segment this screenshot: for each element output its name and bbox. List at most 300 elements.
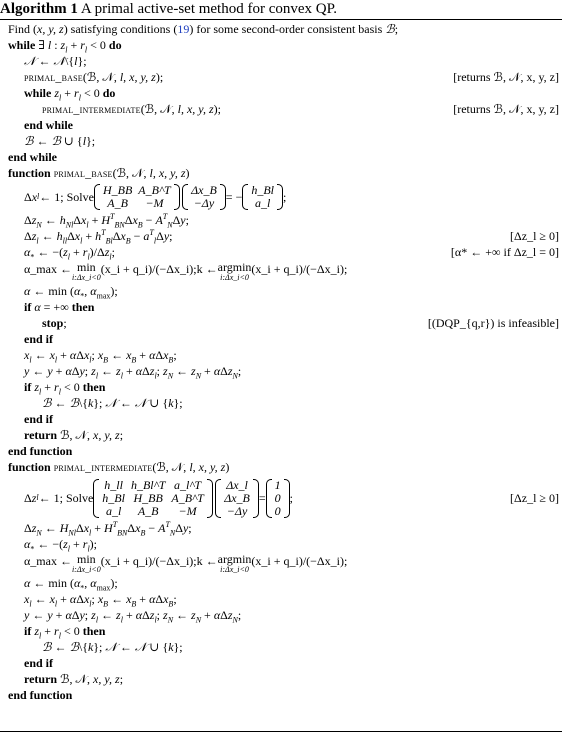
math-text: l, x, y, z — [119, 70, 156, 84]
math-text: + — [69, 537, 83, 551]
algorithm-line — [0, 150, 562, 165]
algorithm-line — [0, 444, 562, 459]
math-text: ; — [237, 364, 242, 378]
math-text: < 0 — [80, 86, 103, 100]
algorithm-line — [0, 576, 562, 591]
algorithm-line — [0, 521, 562, 536]
keyword: then — [82, 380, 106, 394]
line-code — [42, 640, 183, 654]
math-text: x — [135, 521, 141, 535]
math-text: Δ — [67, 229, 75, 243]
line-code — [8, 460, 229, 474]
keyword: return — [24, 428, 58, 442]
math-text: ← min — [30, 284, 70, 298]
math-text: α — [34, 300, 41, 314]
math-text: (ℬ, 𝒩, — [82, 70, 120, 84]
math-text: ← — [41, 213, 60, 227]
line-code — [24, 245, 115, 262]
algorithm-line — [0, 396, 562, 411]
math-text: l — [29, 599, 32, 609]
algorithm-line — [0, 70, 562, 85]
keyword: function — [8, 166, 51, 180]
math-text: l — [153, 236, 157, 246]
matrix-entry: a_l — [105, 503, 122, 518]
math-text: l — [29, 355, 32, 365]
math-text: ← — [33, 134, 52, 148]
math-text: max — [96, 291, 111, 301]
math-text: T — [110, 212, 115, 221]
math-text: l — [89, 355, 92, 365]
argmin-expr — [196, 260, 348, 282]
math-text: < 0 — [60, 380, 83, 394]
math-text: ← — [38, 229, 57, 243]
math-text: z — [227, 608, 233, 622]
math-text: α — [24, 245, 31, 259]
math-text: y — [24, 364, 30, 378]
math-text: max — [96, 583, 111, 593]
math-text: ← — [31, 592, 50, 606]
math-text: α — [69, 348, 77, 362]
math-text: (ℬ, 𝒩, — [140, 102, 178, 116]
matrix-entry: h_Bl — [102, 490, 125, 505]
math-text: Δ — [71, 364, 80, 378]
math-text: α — [24, 284, 31, 298]
algorithm-line — [0, 672, 562, 687]
math-text: }; — [173, 396, 183, 410]
math-text: \{ — [65, 54, 75, 68]
line-code — [24, 332, 53, 346]
math-text: x, y, z — [37, 22, 64, 36]
math-text: x — [83, 348, 90, 362]
line-code — [42, 396, 183, 410]
math-text: ; — [111, 245, 115, 259]
math-text: Δ — [124, 213, 133, 227]
math-text: B — [103, 599, 109, 609]
math-text: B — [103, 355, 109, 365]
math-text: * — [80, 291, 85, 301]
math-text: \{ — [78, 396, 88, 410]
math-text: ) — [225, 460, 230, 474]
math-text: B — [125, 236, 131, 246]
keyword: end function — [8, 444, 73, 458]
math-text: ; — [91, 348, 98, 362]
algorithm-line — [0, 284, 562, 299]
math-text: ; — [185, 213, 189, 227]
keyword: while — [24, 86, 52, 100]
math-text: ℬ — [24, 134, 34, 148]
math-text: z — [191, 364, 196, 378]
math-text: k — [168, 396, 174, 410]
math-text: z — [227, 364, 233, 378]
line-code — [24, 212, 189, 230]
math-text: l, x, y, z — [149, 166, 186, 180]
math-text: + — [67, 38, 81, 52]
keyword: then — [71, 300, 95, 314]
math-text: z — [31, 213, 37, 227]
math-text: z — [63, 537, 68, 551]
math-text: l — [74, 54, 78, 68]
line-code — [24, 428, 123, 442]
math-text: ← — [41, 521, 60, 535]
math-text: l — [58, 631, 61, 641]
math-text: l — [47, 38, 52, 52]
math-text: ← — [116, 640, 135, 654]
math-text: x — [49, 348, 55, 362]
math-text: A — [158, 521, 166, 535]
matrix-entry: h_Bl — [251, 183, 275, 197]
keyword: end function — [8, 688, 73, 702]
math-text: l — [67, 544, 70, 554]
math-text: Δ — [172, 213, 181, 227]
math-text: z — [91, 608, 96, 622]
math-text: k ← — [196, 262, 218, 277]
math-text: BN — [117, 528, 128, 538]
math-text: }; — [77, 54, 87, 68]
math-text: l — [154, 371, 157, 381]
math-text: ; — [84, 608, 92, 622]
math-text: h — [59, 213, 66, 227]
math-text: = +∞ — [40, 300, 72, 314]
math-text: y — [47, 608, 53, 622]
keyword: if — [24, 300, 32, 314]
math-text: T — [165, 520, 170, 529]
math-text: l — [39, 631, 42, 641]
math-text: N — [167, 220, 173, 230]
math-text: l — [120, 615, 123, 625]
math-text: Δ — [155, 592, 164, 606]
math-text: H — [101, 213, 111, 227]
math-text: + — [201, 364, 214, 378]
math-text: Nl — [68, 528, 76, 538]
line-code — [24, 284, 118, 301]
math-text: ; — [169, 229, 173, 243]
math-text: + — [201, 608, 214, 622]
math-text: l — [65, 45, 68, 55]
keyword: then — [82, 624, 106, 638]
math-text: ℬ, 𝒩, — [57, 428, 94, 442]
math-text: z — [116, 364, 121, 378]
math-text: Δ — [76, 348, 84, 362]
math-text: + — [122, 364, 136, 378]
matrix-entry: 1 — [274, 477, 281, 492]
algorithm-line — [0, 213, 562, 228]
line-code — [8, 150, 57, 164]
min-subscript: i:Δx_i<0 — [71, 565, 101, 574]
math-text: − — [130, 229, 144, 243]
math-text: + — [69, 245, 83, 259]
math-text: z — [31, 491, 37, 505]
math-text: z — [34, 624, 40, 638]
math-text: ); — [89, 537, 98, 551]
algorithm-line — [0, 656, 562, 671]
math-text: Δ — [142, 364, 150, 378]
top-rule — [0, 19, 562, 20]
matrix-entry: A_B — [107, 196, 128, 210]
algorithm-line — [0, 134, 562, 149]
math-text: − — [142, 213, 156, 227]
math-text: ∪ { — [146, 640, 169, 654]
math-text: r — [82, 245, 88, 259]
function-name: primal_base — [53, 166, 113, 180]
argmin-operator: argmin i:Δx_i<0 — [217, 260, 252, 282]
algorithm-line — [0, 428, 562, 443]
line-code — [24, 624, 106, 641]
math-text: l — [67, 252, 70, 262]
math-text: = — [258, 491, 266, 505]
math-text: l — [89, 528, 92, 538]
math-text: ∃ — [35, 38, 48, 52]
algorithm-line — [0, 640, 562, 655]
math-text: ← — [29, 364, 48, 378]
math-text: T — [101, 228, 106, 237]
math-text: N — [167, 615, 174, 625]
matrix-entry: Δx_B — [224, 490, 250, 505]
math-text: z — [63, 245, 68, 259]
math-text: + — [52, 364, 66, 378]
algorithm-line — [0, 553, 562, 575]
math-text: ← — [173, 364, 192, 378]
math-text: * — [30, 544, 35, 554]
math-text: α — [73, 284, 81, 298]
math-text: ℬ — [385, 22, 395, 36]
math-text: * — [80, 583, 85, 593]
math-text: ℬ — [69, 396, 79, 410]
line-code — [8, 38, 122, 55]
math-text: x — [31, 190, 38, 204]
math-text: N — [169, 528, 176, 538]
math-text: N — [232, 615, 238, 625]
algorithm-line — [0, 38, 562, 53]
math-text: (ℬ, 𝒩, — [152, 460, 190, 474]
line-code — [42, 316, 67, 330]
math-text: z — [31, 229, 37, 243]
function-name: primal_intermediate — [42, 102, 141, 116]
math-text: x — [97, 348, 104, 362]
math-text: x — [163, 348, 169, 362]
math-text: ← — [31, 348, 50, 362]
kkt-matrix — [94, 184, 180, 210]
line-code — [24, 364, 242, 381]
math-text: N — [36, 220, 42, 230]
line-code — [24, 380, 106, 397]
math-text: ← 1; Solve — [38, 491, 94, 505]
math-text: r — [82, 537, 88, 551]
math-text: Bl — [105, 236, 113, 246]
algorithm-line — [0, 380, 562, 395]
math-text: ← — [173, 608, 192, 622]
math-text: z — [104, 245, 110, 259]
math-text: α — [69, 592, 77, 606]
math-text: ← min — [30, 576, 70, 590]
math-text: y — [79, 364, 85, 378]
matrix-entry: a_l — [255, 196, 271, 210]
math-text: T — [162, 212, 168, 221]
math-text: Δ — [71, 608, 80, 622]
math-text: ) satisfying conditions ( — [63, 22, 178, 36]
math-text: l — [109, 252, 112, 262]
math-text: , — [84, 576, 91, 590]
line-code — [24, 118, 73, 132]
math-text: ← — [29, 608, 48, 622]
math-text: + — [52, 608, 66, 622]
math-text: l — [36, 236, 39, 246]
math-text: Nl — [65, 220, 74, 230]
matrix-entry: 0 — [274, 503, 281, 518]
algorithm-line — [0, 229, 562, 244]
math-text: Δ — [24, 190, 32, 204]
math-text: ); — [110, 576, 118, 590]
math-text: ℬ — [69, 640, 79, 654]
line-code — [24, 54, 87, 68]
math-text: ; — [394, 22, 399, 36]
math-text: Δ — [24, 521, 32, 535]
math-text: }; — [93, 640, 106, 654]
line-comment: [Δz_l ≥ 0] — [510, 229, 559, 243]
line-code — [24, 576, 118, 593]
math-text: α — [90, 284, 97, 298]
math-text: B — [168, 599, 174, 609]
matrix-entry: h_ll — [104, 477, 123, 492]
math-text: Δ — [76, 592, 84, 606]
math-text: z — [149, 364, 155, 378]
math-text: α_max ← — [24, 262, 72, 277]
math-text: l — [84, 45, 88, 55]
algorithm-line — [0, 245, 562, 260]
math-text: 𝒩 — [24, 54, 36, 68]
algorithm-line — [0, 166, 562, 181]
math-text: α — [65, 364, 72, 378]
math-text: Δ — [112, 229, 121, 243]
math-text: l, x, y, z — [177, 102, 214, 116]
math-text: k — [87, 640, 94, 654]
math-text: y — [163, 229, 170, 243]
math-text: l — [78, 93, 81, 103]
math-text: l — [120, 371, 123, 381]
math-text: ℬ, 𝒩, — [57, 672, 94, 686]
math-text: l — [82, 134, 87, 148]
math-text: ← — [108, 592, 127, 606]
math-text: Δ — [175, 521, 183, 535]
matrix-entry: Δx_B — [191, 183, 217, 197]
algorithm-line — [0, 537, 562, 552]
math-text: α — [65, 608, 72, 622]
math-text: )/Δ — [89, 245, 105, 259]
line-code — [8, 22, 398, 36]
math-text: Δ — [127, 521, 136, 535]
math-text: 𝒩 — [134, 396, 147, 410]
equation-ref[interactable]: 19 — [177, 22, 190, 36]
math-text: ∪ { — [60, 134, 83, 148]
math-text: }; — [173, 640, 183, 654]
algorithm-line — [0, 86, 562, 101]
math-text: α — [149, 592, 156, 606]
keyword: end if — [24, 332, 54, 346]
math-text: x — [126, 348, 132, 362]
matrix-entry: −Δy — [193, 196, 215, 210]
math-text: z — [34, 380, 40, 394]
math-text: ℬ — [51, 134, 61, 148]
math-text: + — [41, 624, 55, 638]
math-text: Δ — [24, 213, 32, 227]
unknown-vector — [215, 479, 259, 518]
math-text: l — [59, 93, 62, 103]
math-text: l — [54, 355, 58, 365]
math-text: z — [163, 608, 168, 622]
math-text: ← — [116, 396, 135, 410]
caption-label: Algorithm 1 — [0, 1, 78, 17]
math-text: + — [82, 229, 96, 243]
algorithm-line — [0, 476, 562, 520]
math-text: + — [61, 86, 75, 100]
math-text: y — [182, 521, 189, 535]
math-text: Find ( — [8, 22, 38, 36]
math-text: l — [87, 544, 90, 554]
line-code — [24, 261, 347, 282]
math-text: : — [51, 38, 61, 52]
math-text: T — [112, 520, 118, 529]
math-text: x — [97, 592, 104, 606]
math-text: x — [83, 592, 90, 606]
math-text: 𝒩 — [105, 396, 117, 410]
math-text: y — [24, 608, 30, 622]
matrix-entry: A_B — [137, 503, 159, 518]
math-text: r — [74, 86, 79, 100]
math-text: B — [140, 528, 146, 538]
math-text: h — [95, 229, 102, 243]
line-code — [24, 348, 177, 365]
math-text: x — [81, 213, 87, 227]
line-comment: [returns ℬ, 𝒩, x, y, z] — [453, 102, 559, 116]
math-text: z — [163, 364, 168, 378]
math-text: ← — [98, 364, 117, 378]
math-text: α — [73, 576, 81, 590]
math-text: (x_i + q_i)/(−Δx_i); — [100, 262, 197, 277]
matrix-entry: h_Bl^T — [130, 477, 166, 492]
math-text: ( — [69, 576, 74, 590]
math-text: ; — [173, 592, 177, 606]
math-text: k — [87, 396, 94, 410]
math-text: (x_i + q_i)/(−Δx_i); — [100, 554, 197, 569]
math-text: = − — [225, 190, 243, 204]
math-text: ; — [63, 316, 67, 330]
math-text: ; — [84, 364, 92, 378]
math-text: x, y, z — [93, 428, 120, 442]
math-text: x, y, z — [93, 672, 120, 686]
algorithm-line — [0, 608, 562, 623]
math-text: α — [149, 348, 156, 362]
math-text: z — [191, 608, 196, 622]
math-text: l — [80, 236, 83, 246]
math-text: x — [163, 592, 169, 606]
matrix-entry: H_BB — [133, 490, 163, 505]
math-text: Δ — [156, 229, 164, 243]
math-text: k — [168, 640, 174, 654]
keyword: do — [108, 38, 122, 52]
keyword: end while — [24, 118, 74, 132]
math-text: l, x, y, z — [189, 460, 226, 474]
math-text: ← — [51, 640, 70, 654]
math-text: r — [80, 38, 85, 52]
math-text: r — [54, 624, 59, 638]
argmin-subscript: i:Δx_i<0 — [220, 273, 249, 282]
math-text: x — [74, 229, 81, 243]
math-text: z — [116, 608, 121, 622]
math-text: ) for some second-order consistent basis — [189, 22, 386, 36]
math-text: Δ — [142, 608, 150, 622]
math-text: ; — [237, 608, 242, 622]
function-name: primal_base — [24, 70, 83, 84]
min-operator: min i:Δx_i<0 — [71, 552, 101, 574]
